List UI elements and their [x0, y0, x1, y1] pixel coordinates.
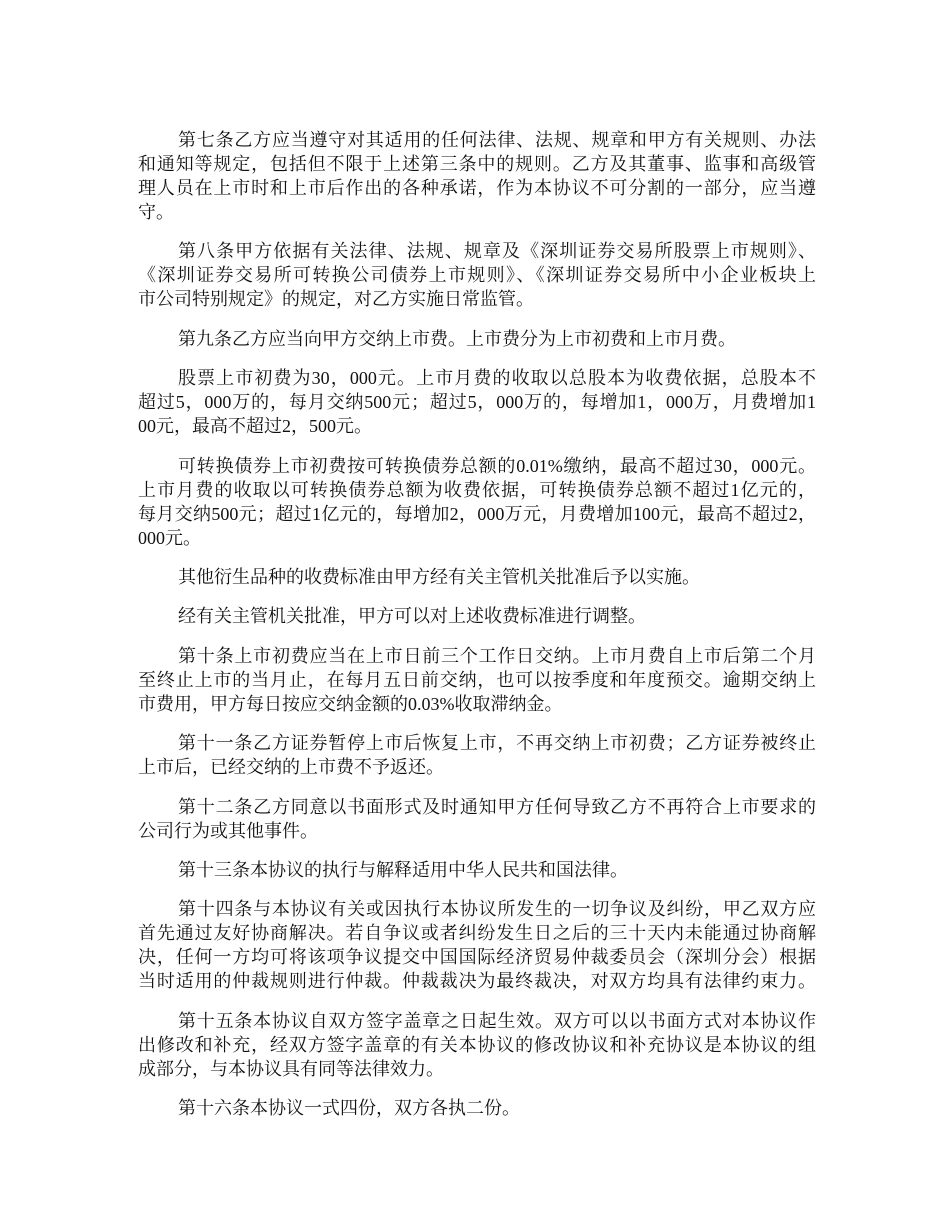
article-10 — [138, 644, 816, 716]
text-line: 00元，最高不超过2，500元。 — [138, 416, 372, 437]
article-14 — [138, 897, 816, 993]
fee-adjustment-paragraph — [138, 604, 816, 628]
text-line: 决，任何一方均可将该项争议提交中国国际经济贸易仲裁委员会（深圳分会）根据 — [138, 947, 816, 968]
article-13 — [138, 858, 816, 882]
text-line: 首先通过友好协商解决。若自争议或者纠纷发生日之后的三十天内未能通过协商解 — [138, 923, 816, 944]
text-line: 守。 — [138, 202, 174, 222]
text-line: 理人员在上市时和上市后作出的各种承诺，作为本协议不可分割的一部分，应当遵 — [138, 178, 816, 198]
text-line: 出修改和补充，经双方签字盖章的有关本协议的修改协议和补充协议是本协议的组 — [138, 1034, 816, 1055]
text-line: 第十三条本协议的执行与解释适用中华人民共和国法律。 — [178, 859, 628, 880]
text-line: 股票上市初费为30，000元。上市月费的收取以总股本为收费依据，总股本不 — [178, 368, 816, 389]
article-15 — [138, 1009, 816, 1081]
text-line: 至终止上市的当月止，在每月五日前交纳，也可以按季度和年度预交。逾期交纳上 — [138, 669, 816, 690]
other-derivatives-paragraph — [138, 565, 816, 589]
text-line: 和通知等规定，包括但不限于上述第三条中的规则。乙方及其董事、监事和高级管 — [138, 154, 816, 174]
text-line: 第十条上市初费应当在上市日前三个工作日交纳。上市月费自上市后第二个月 — [178, 645, 816, 666]
text-line: 市公司特别规定》的规定，对乙方实施日常监管。 — [138, 289, 534, 310]
document-body — [138, 128, 816, 1135]
article-16 — [138, 1096, 816, 1120]
text-line: 市费用，甲方每日按应交纳金额的0.03%收取滞纳金。 — [138, 693, 563, 714]
text-line: 第七条乙方应当遵守对其适用的任何法律、法规、规章和甲方有关规则、办法 — [178, 130, 816, 150]
text-line: 公司行为或其他事件。 — [138, 820, 318, 841]
article-8 — [138, 239, 816, 311]
text-line: 其他衍生品种的收费标准由甲方经有关主管机关批准后予以实施。 — [178, 566, 700, 587]
text-line: 000元。 — [138, 527, 201, 548]
article-7 — [138, 128, 816, 224]
text-line: 每月交纳500元；超过1亿元的，每增加2，000万元，月费增加100元，最高不超过2， — [138, 503, 816, 524]
text-line: 第九条乙方应当向甲方交纳上市费。上市费分为上市初费和上市月费。 — [178, 328, 736, 349]
text-line: 可转换债券上市初费按可转换债券总额的0.01%缴纳，最高不超过30，000元。 — [178, 455, 816, 476]
text-line: 上市月费的收取以可转换债券总额为收费依据，可转换债券总额不超过1亿元的， — [138, 479, 816, 500]
text-line: 第十六条本协议一式四份，双方各执二份。 — [178, 1098, 520, 1119]
article-11 — [138, 731, 816, 779]
bond-listing-fee-paragraph — [138, 454, 816, 550]
text-line: 第十五条本协议自双方签字盖章之日起生效。双方可以以书面方式对本协议作 — [178, 1010, 816, 1031]
text-line: 经有关主管机关批准，甲方可以对上述收费标准进行调整。 — [178, 606, 646, 627]
text-line: 《深圳证券交易所可转换公司债券上市规则》、《深圳证券交易所中小企业板块上 — [138, 265, 816, 286]
stock-listing-fee-paragraph — [138, 366, 816, 438]
text-line: 超过5，000万的，每月交纳500元；超过5，000万的，每增加1，000万，月费增加1 — [138, 392, 816, 413]
article-9 — [138, 327, 816, 351]
text-line: 上市后，已经交纳的上市费不予返还。 — [138, 757, 444, 778]
article-12 — [138, 795, 816, 843]
text-line: 第十四条与本协议有关或因执行本协议所发生的一切争议及纠纷，甲乙双方应 — [178, 899, 816, 920]
text-line: 第十一条乙方证券暂停上市后恢复上市，不再交纳上市初费；乙方证券被终止 — [178, 733, 816, 754]
text-line: 第八条甲方依据有关法律、法规、规章及《深圳证券交易所股票上市规则》、 — [178, 241, 816, 262]
text-line: 成部分，与本协议具有同等法律效力。 — [138, 1058, 444, 1079]
text-line: 第十二条乙方同意以书面形式及时通知甲方任何导致乙方不再符合上市要求的 — [178, 796, 816, 817]
text-line: 当时适用的仲裁规则进行仲裁。仲裁裁决为最终裁决，对双方均具有法律约束力。 — [138, 971, 816, 992]
